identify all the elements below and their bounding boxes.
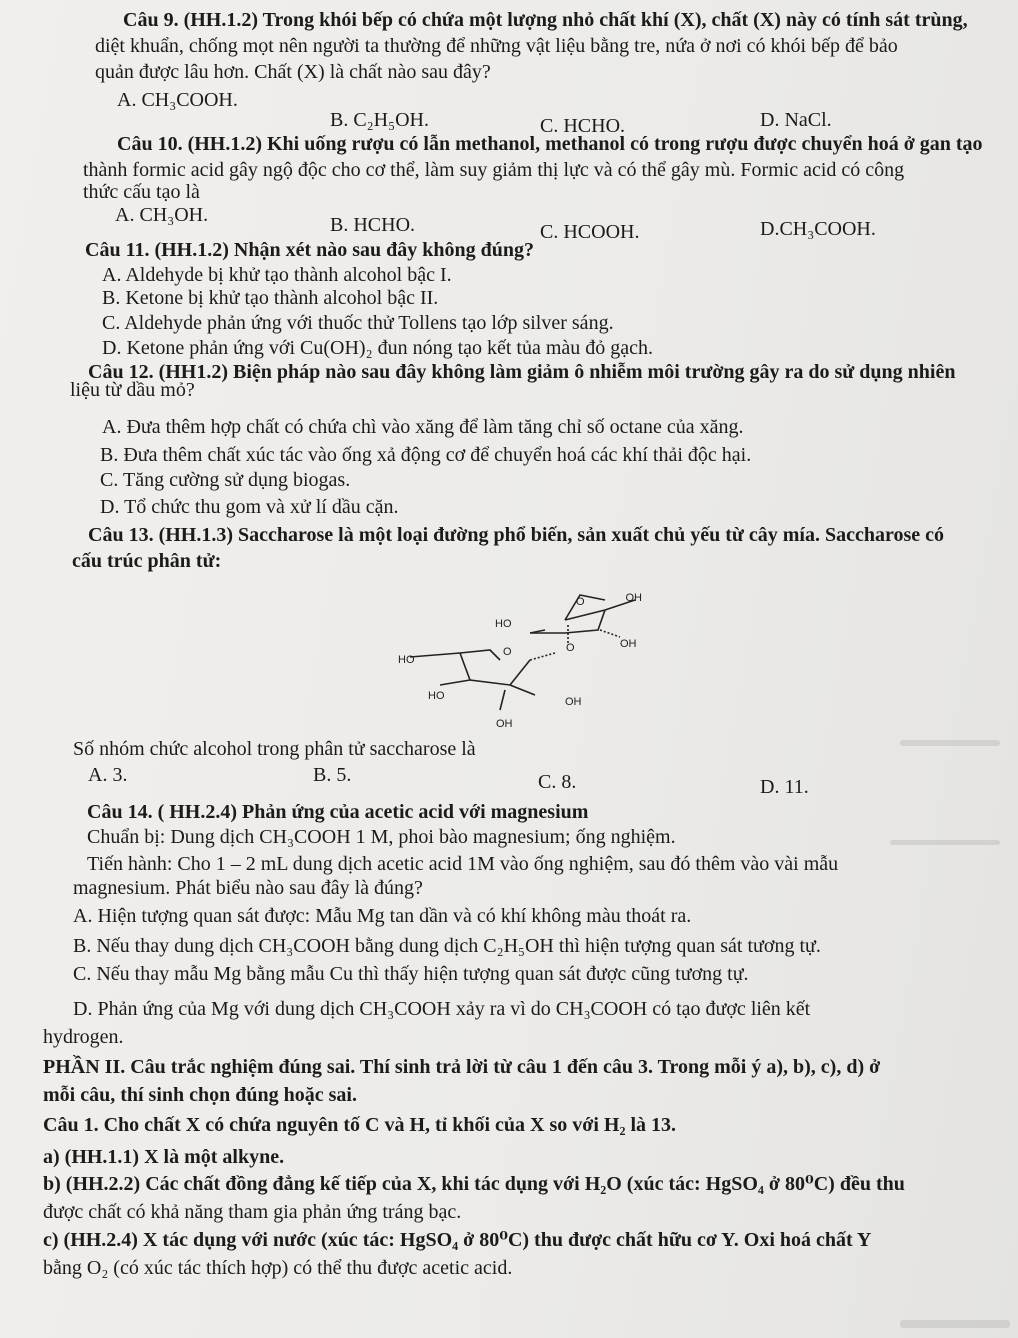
q12-option-c: C. Tăng cường sử dụng biogas. (100, 469, 351, 491)
q14-option-d-line-2: hydrogen. (43, 1026, 124, 1048)
question-12-line-2: liệu từ dầu mỏ? (70, 379, 195, 401)
p2q1-item-c-line-2: bằng O₂ (có xúc tác thích hợp) có thể thu được acetic acid. (43, 1257, 513, 1279)
q10-option-a: A. CH₃OH. (115, 204, 209, 226)
q11-option-d: D. Ketone phản ứng với Cu(OH)₂ đun nóng tạo kết tủa màu đỏ gạch. (102, 337, 654, 359)
q9-option-b: B. C₂H₅OH. (330, 109, 429, 131)
q13-option-c: C. 8. (538, 771, 577, 793)
question-13-line-3: Số nhóm chức alcohol trong phân tử saccharose là (73, 738, 476, 760)
q9-option-c: C. HCHO. (540, 115, 626, 137)
q10-option-b: B. HCHO. (330, 214, 416, 236)
q10-option-d: D.CH₃COOH. (760, 218, 876, 240)
q13-option-b: B. 5. (313, 764, 352, 786)
question-10-line-1: Câu 10. (HH.1.2) Khi uống rượu có lẫn methanol, methanol có trong rượu được chuyển hoá ở gan tạo (117, 133, 983, 155)
paper-smudge (900, 1320, 1010, 1328)
q11-option-c: C. Aldehyde phản ứng với thuốc thử Tollens tạo lớp silver sáng. (102, 312, 614, 334)
question-9-line-1: Câu 9. (HH.1.2) Trong khói bếp có chứa một lượng nhỏ chất khí (X), chất (X) này có tính sát trùng, (123, 9, 968, 31)
p2q1-item-b-line-2: được chất có khả năng tham gia phản ứng tráng bạc. (43, 1201, 462, 1223)
q14-option-b: B. Nếu thay dung dịch CH₃COOH bằng dung dịch C₂H₅OH thì hiện tượng quan sát tương tự. (73, 935, 821, 957)
q11-option-b: B. Ketone bị khử tạo thành alcohol bậc II. (102, 287, 439, 309)
q11-option-a: A. Aldehyde bị khử tạo thành alcohol bậc I. (102, 264, 452, 286)
q9-option-d: D. NaCl. (760, 109, 832, 131)
paper-smudge (900, 740, 1000, 746)
q12-option-a: A. Đưa thêm hợp chất có chứa chì vào xăng để làm tăng chỉ số octane của xăng. (102, 416, 744, 438)
q12-option-d: D. Tổ chức thu gom và xử lí dầu cặn. (100, 496, 399, 518)
paper-smudge (890, 840, 1000, 845)
mol-label: HO (398, 654, 415, 666)
question-14-line-1: Câu 14. ( HH.2.4) Phản ứng của acetic acid với magnesium (87, 801, 589, 823)
question-12-line-1: Câu 12. (HH1.2) Biện pháp nào sau đây không làm giảm ô nhiễm môi trường gây ra do sử dụng nhiên (88, 361, 956, 383)
p2q1-item-a: a) (HH.1.1) X là một alkyne. (43, 1146, 285, 1168)
question-14-line-2: Chuẩn bị: Dung dịch CH₃COOH 1 M, phoi bào magnesium; ống nghiệm. (87, 826, 676, 848)
q10-option-c: C. HCOOH. (540, 221, 640, 243)
q9-option-a: A. CH₃COOH. (117, 89, 238, 111)
mol-label: HO (428, 690, 445, 702)
mol-label: HO (495, 618, 512, 630)
p2q1-item-c-line-1: c) (HH.2.4) X tác dụng với nước (xúc tác: HgSO₄ ở 80⁰C) thu được chất hữu cơ Y. Oxi hoá chất Y (43, 1229, 872, 1251)
q13-option-d: D. 11. (760, 776, 809, 798)
question-11-stem: Câu 11. (HH.1.2) Nhận xét nào sau đây không đúng? (85, 239, 535, 261)
part-2-question-1-stem: Câu 1. Cho chất X có chứa nguyên tố C và H, tỉ khối của X so với H₂ là 13. (43, 1114, 677, 1136)
question-9-line-3: quản được lâu hơn. Chất (X) là chất nào sau đây? (95, 61, 491, 83)
q14-option-c: C. Nếu thay mẫu Mg bằng mẫu Cu thì thấy hiện tượng quan sát được cũng tương tự. (73, 963, 749, 985)
mol-label: OH (625, 592, 642, 604)
part-2-heading-line-1: PHẦN II. Câu trắc nghiệm đúng sai. Thí sinh trả lời từ câu 1 đến câu 3. Trong mỗi ý a), b), c), d) ở (43, 1056, 881, 1078)
q14-option-d-line-1: D. Phản ứng của Mg với dung dịch CH₃COOH xảy ra vì do CH₃COOH có tạo được liên kết (73, 998, 811, 1020)
question-9-line-2: diệt khuẩn, chống mọt nên người ta thường để những vật liệu bằng tre, nứa ở nơi có khói bếp để bảo (95, 35, 898, 57)
mol-label: OH (565, 696, 582, 708)
mol-label: O (503, 646, 512, 658)
question-14-line-4: magnesium. Phát biểu nào sau đây là đúng? (73, 877, 423, 899)
question-13-line-1: Câu 13. (HH.1.3) Saccharose là một loại đường phổ biến, sản xuất chủ yếu từ cây mía. Saccharose có (88, 524, 945, 546)
part-2-heading-line-2: mỗi câu, thí sinh chọn đúng hoặc sai. (43, 1084, 357, 1106)
p2q1-item-b-line-1: b) (HH.2.2) Các chất đồng đẳng kế tiếp của X, khi tác dụng với H₂O (xúc tác: HgSO₄ ở 80⁰C) đều thu (43, 1173, 905, 1195)
question-10-line-2: thành formic acid gây ngộ độc cho cơ thể, làm suy giảm thị lực và có thể gây mù. Formic acid có công (83, 159, 905, 181)
mol-label: OH (620, 638, 637, 650)
q13-option-a: A. 3. (88, 764, 128, 786)
q14-option-a: A. Hiện tượng quan sát được: Mẫu Mg tan dần và có khí không màu thoát ra. (73, 905, 692, 927)
mol-label: OH (496, 718, 513, 730)
saccharose-structure (380, 575, 640, 735)
mol-label: O (566, 642, 575, 654)
question-13-line-2: cấu trúc phân tử: (72, 550, 222, 572)
mol-label: O (576, 596, 585, 608)
q12-option-b: B. Đưa thêm chất xúc tác vào ống xả động cơ để chuyển hoá các khí thải độc hại. (100, 444, 752, 466)
question-10-line-3: thức cấu tạo là (83, 181, 200, 203)
question-14-line-3: Tiến hành: Cho 1 – 2 mL dung dịch acetic acid 1M vào ống nghiệm, sau đó thêm vào vài mẫu (87, 853, 839, 875)
